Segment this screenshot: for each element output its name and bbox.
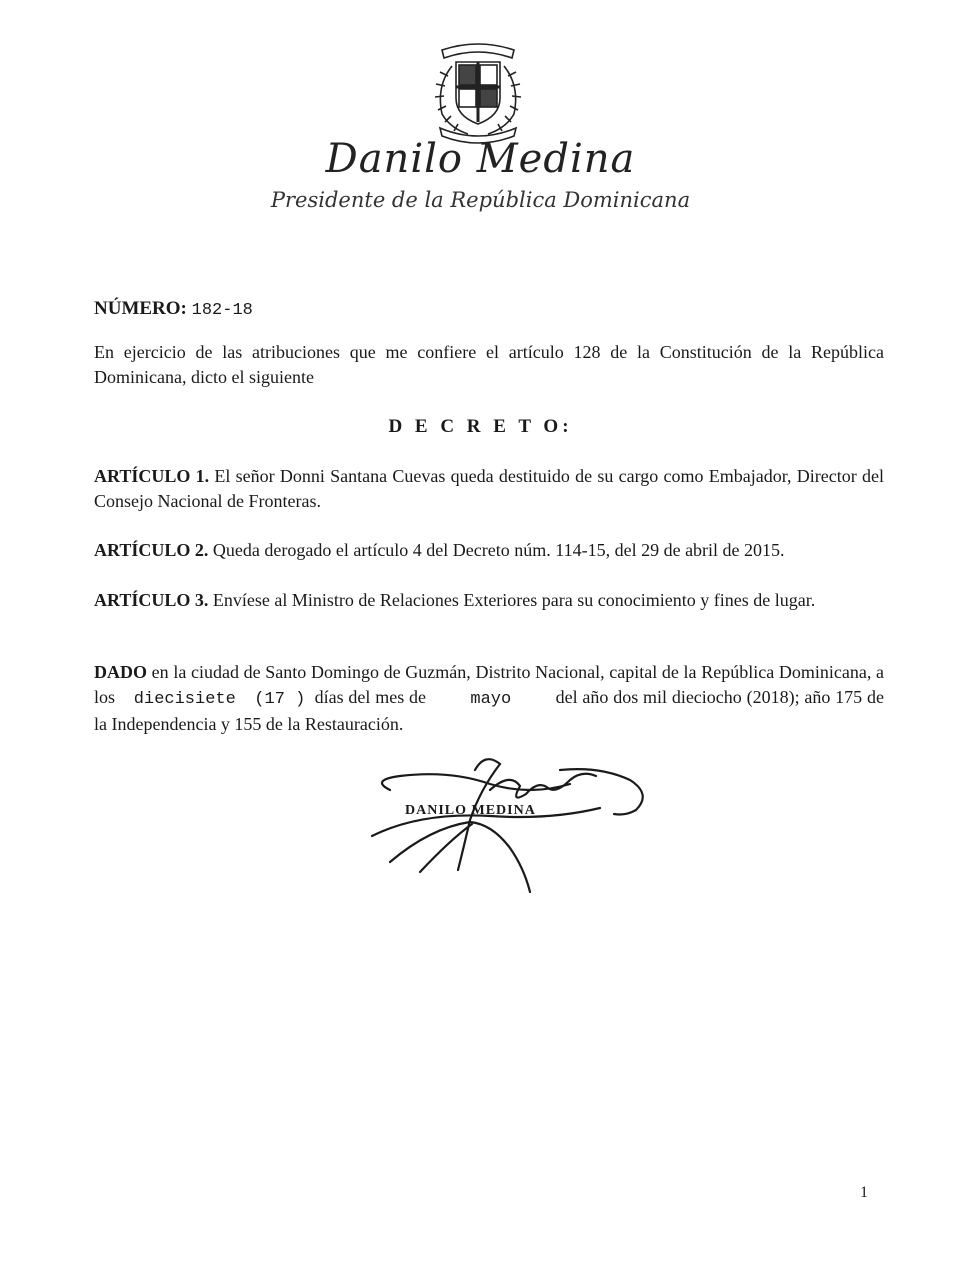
dado-text-3: del año dos mil dieciocho (2018); año 175 de la Independencia y 155 de la Restauración. xyxy=(94,687,884,734)
page-number: 1 xyxy=(860,1184,868,1201)
article-3 xyxy=(94,588,884,613)
article-2 xyxy=(94,538,884,563)
dado-text-2: días del mes de xyxy=(309,687,431,707)
dado-paragraph xyxy=(94,660,884,737)
signature-name: DANILO MEDINA xyxy=(405,803,536,818)
dado-month: mayo xyxy=(470,690,512,709)
decree-number xyxy=(94,298,253,320)
intro-paragraph: En ejercicio de las atribuciones que me confiere el artículo 128 de la Constitución de la República Dominicana, dicto el siguiente xyxy=(94,342,884,387)
decreto-heading: D E C R E T O: xyxy=(388,416,573,437)
article-3-label: ARTÍCULO 3. xyxy=(94,590,209,610)
letterhead-name: Danilo Medina xyxy=(325,136,636,182)
dado-day-words: diecisiete xyxy=(133,690,236,709)
article-2-label: ARTÍCULO 2. xyxy=(94,540,209,560)
dado-text-1: en la ciudad de Santo Domingo de Guzmán, Distrito Nacional, capital de la República Dominicana, a los xyxy=(94,662,884,707)
coat-of-arms-icon xyxy=(428,36,528,148)
letterhead-title: Presidente de la República Dominicana xyxy=(270,188,691,212)
article-1 xyxy=(94,464,884,514)
article-3-text: Envíese al Ministro de Relaciones Exteriores para su conocimiento y fines de lugar. xyxy=(208,590,816,610)
signature-icon xyxy=(360,750,660,900)
article-1-text: El señor Donni Santana Cuevas queda destituido de su cargo como Embajador, Director del Consejo Nacional de Fronteras. xyxy=(94,466,884,511)
dado-day-number: (17 ) xyxy=(254,690,306,709)
article-1-label: ARTÍCULO 1. xyxy=(94,466,210,486)
article-2-text: Queda derogado el artículo 4 del Decreto núm. 114-15, del 29 de abril de 2015. xyxy=(208,540,785,560)
decree-number-label: NÚMERO: xyxy=(94,298,187,319)
dado-label: DADO xyxy=(94,662,147,682)
decree-number-value: 182-18 xyxy=(191,301,253,320)
